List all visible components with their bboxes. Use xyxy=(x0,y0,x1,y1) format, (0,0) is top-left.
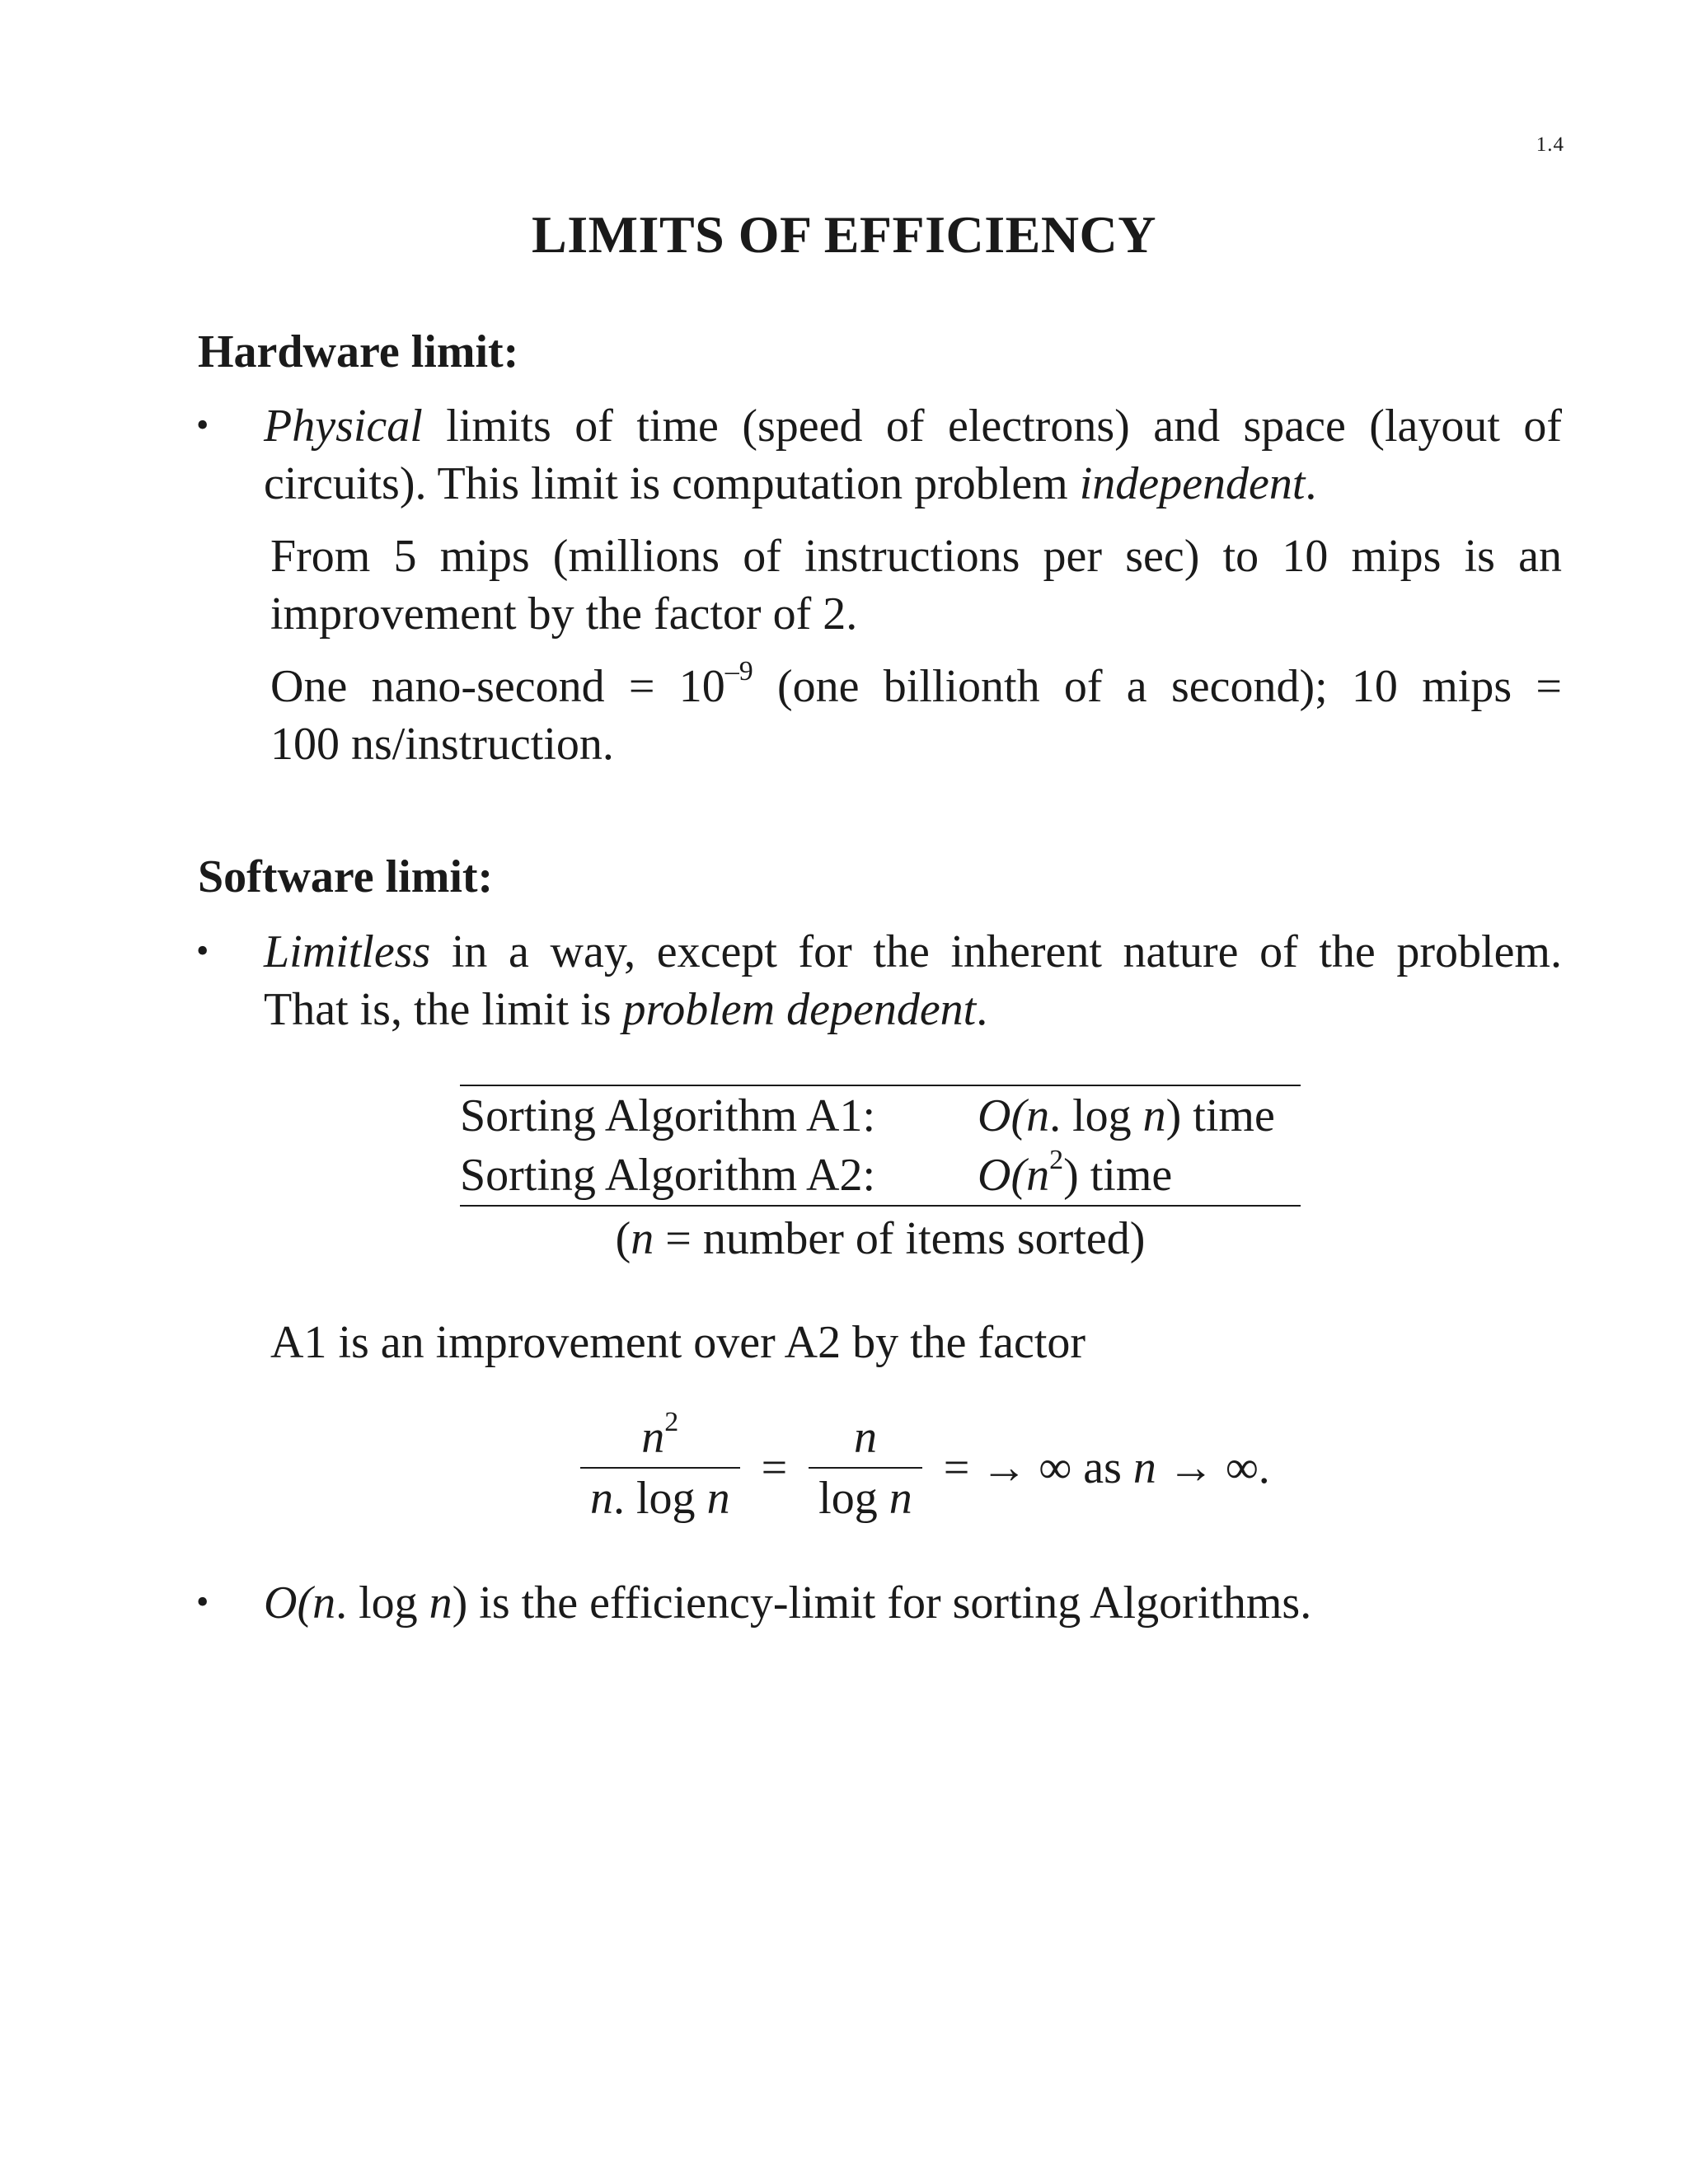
variable-n: n xyxy=(853,1412,877,1463)
text-run: ( xyxy=(615,1213,631,1264)
variable-n: n xyxy=(889,1473,912,1524)
text-run: ) time xyxy=(1063,1150,1173,1201)
variable-n: n xyxy=(1026,1150,1050,1201)
variable-n: n xyxy=(641,1412,665,1463)
emphasis-limitless: Limitless xyxy=(264,926,431,977)
variable-n: n xyxy=(1142,1090,1166,1141)
variable-n: n xyxy=(1132,1442,1156,1493)
hardware-paragraph-1 xyxy=(264,397,1562,513)
text-run: = → ∞ as xyxy=(943,1442,1133,1493)
page-title: LIMITS OF EFFICIENCY xyxy=(532,205,1156,264)
text-run: → ∞. xyxy=(1156,1442,1270,1493)
software-p1-line-2 xyxy=(264,981,1562,1038)
text-run: limits of time (speed of electrons) and space (layout of xyxy=(422,401,1562,452)
text-run: in a way, except for the inherent nature of the problem. xyxy=(430,926,1562,977)
algorithm-complexity xyxy=(978,1146,1301,1205)
hardware-p1-line-2 xyxy=(264,455,1562,513)
variable-n: n xyxy=(631,1213,654,1264)
text-run: log xyxy=(818,1473,889,1524)
fraction-2 xyxy=(809,1408,922,1528)
variable-n: n xyxy=(429,1577,452,1629)
text-run: O( xyxy=(978,1090,1027,1141)
table-row-a1 xyxy=(460,1086,1301,1146)
hardware-p3-line-1 xyxy=(270,658,1562,715)
hardware-paragraph-2 xyxy=(270,527,1562,643)
exponent: 2 xyxy=(1049,1145,1064,1176)
text-run: One nano-second = 10 xyxy=(270,661,725,712)
software-p3-line xyxy=(264,1574,1562,1632)
improvement-factor-equation xyxy=(569,1398,1270,1538)
equation-limit xyxy=(944,1441,1270,1494)
software-p1-line-1 xyxy=(264,923,1562,981)
exponent: –9 xyxy=(724,656,753,687)
fraction-numerator xyxy=(844,1408,887,1467)
text-run: That is, the limit is xyxy=(264,984,623,1035)
text-run: . log xyxy=(613,1473,707,1524)
software-p2-line: A1 is an improvement over A2 by the factor xyxy=(270,1317,1086,1368)
hardware-p2-line-2: improvement by the factor of 2. xyxy=(270,588,858,640)
text-run: . log xyxy=(335,1577,429,1629)
variable-n: n xyxy=(312,1577,336,1629)
text-run: . log xyxy=(1049,1090,1143,1141)
variable-n: n xyxy=(1026,1090,1050,1141)
software-paragraph-1 xyxy=(264,923,1562,1038)
page-number: 1.4 xyxy=(1536,134,1564,156)
hardware-paragraph-3 xyxy=(270,658,1562,773)
equals-sign: = xyxy=(761,1442,788,1493)
variable-n: n xyxy=(590,1473,613,1524)
algorithm-name: Sorting Algorithm A2: xyxy=(460,1150,876,1201)
emphasis-independent: independent xyxy=(1079,458,1306,509)
software-paragraph-3 xyxy=(264,1574,1562,1632)
emphasis-problem-dependent: problem dependent xyxy=(622,984,977,1035)
algorithm-name: Sorting Algorithm A1: xyxy=(460,1090,876,1141)
algorithm-complexity xyxy=(978,1086,1301,1146)
algorithm-table xyxy=(460,1085,1301,1271)
hardware-p1-line-1 xyxy=(264,397,1562,455)
fraction-denominator xyxy=(580,1469,740,1528)
software-bullet: • xyxy=(196,930,209,971)
text-run: ) is the efficiency-limit for sorting Algorithms. xyxy=(452,1577,1312,1629)
hardware-heading: Hardware limit: xyxy=(198,326,519,377)
text-run: circuits). This limit is computation problem xyxy=(264,458,1080,509)
software-heading: Software limit: xyxy=(198,851,494,902)
hardware-bullet: • xyxy=(196,405,209,445)
hardware-p3-line-2: 100 ns/instruction. xyxy=(270,719,614,770)
text-run: (one billionth of a second); 10 mips = xyxy=(753,661,1562,712)
text-run: = number of items sorted) xyxy=(654,1213,1146,1264)
hardware-p2-line-1: From 5 mips (millions of instructions per sec) to 10 mips is an xyxy=(270,531,1562,582)
text-run: . xyxy=(976,984,988,1035)
text-run: . xyxy=(1305,458,1317,509)
text-run: O( xyxy=(978,1150,1027,1201)
text-run: O( xyxy=(264,1577,313,1629)
table-note xyxy=(460,1207,1301,1271)
emphasis-physical: Physical xyxy=(264,401,423,452)
fraction-denominator xyxy=(809,1469,922,1528)
exponent: 2 xyxy=(664,1407,679,1438)
table-row-a2 xyxy=(460,1146,1301,1205)
variable-n: n xyxy=(706,1473,730,1524)
software-bullet-2: • xyxy=(196,1582,209,1622)
fraction-numerator xyxy=(631,1408,688,1467)
software-paragraph-2 xyxy=(270,1314,1562,1371)
fraction-1 xyxy=(580,1408,740,1528)
text-run: ) time xyxy=(1165,1090,1275,1141)
